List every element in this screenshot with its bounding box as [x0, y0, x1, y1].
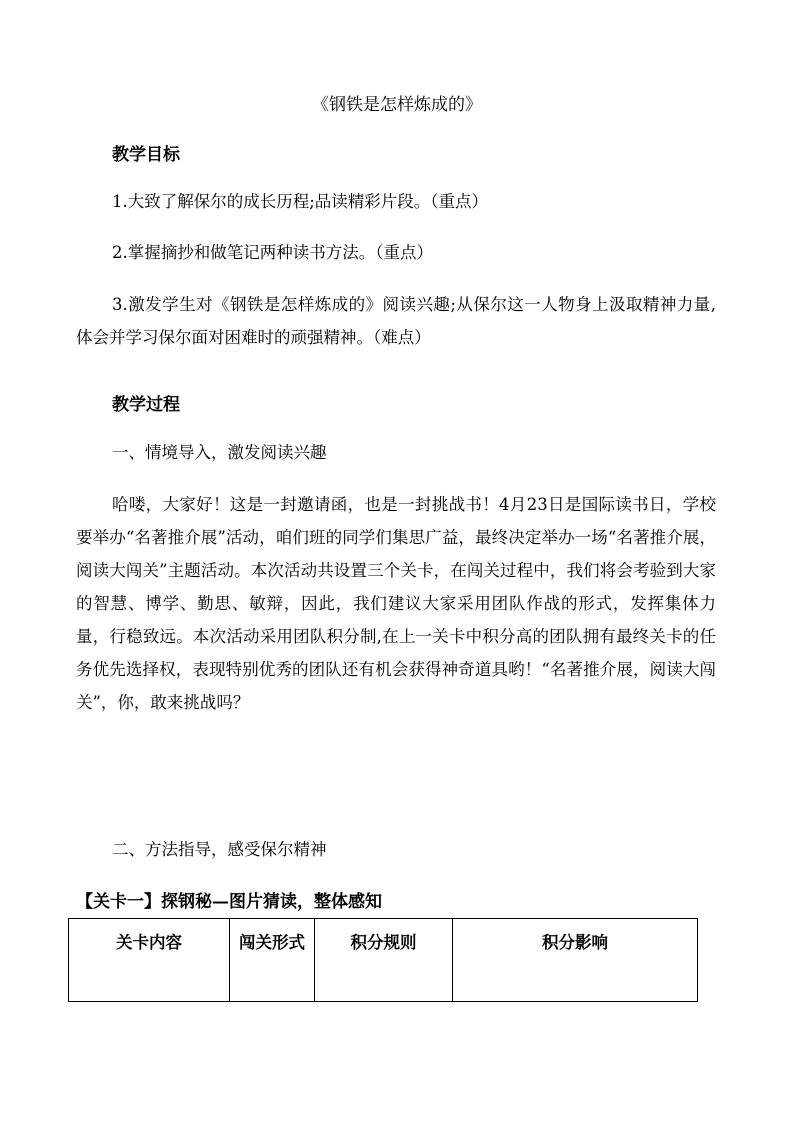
stage1-table: [68, 918, 698, 1002]
table-header-row: [69, 919, 698, 1002]
stage1-heading: 【关卡一】探钢秘—图片猜读，整体感知: [76, 892, 382, 912]
table-header-cell: 积分规则: [315, 919, 453, 1002]
section-heading-goals: 教学目标: [112, 145, 180, 165]
goal-item-3: 3.激发学生对《钢铁是怎样炼成的》阅读兴趣;从保尔这一人物身上汲取精神力量,体会并学习保尔面对困难时的顽强精神。（难点）: [76, 295, 716, 347]
part2-heading: 二、方法指导，感受保尔精神: [112, 840, 327, 859]
part1-heading: 一、情境导入，激发阅读兴趣: [112, 443, 327, 462]
part1-paragraph: 哈喽，大家好！这是一封邀请函，也是一封挑战书！4月23日是国际读书日，学校要举办“名著推介展”活动，咱们班的同学们集思广益，最终决定举办一场“名著推介展，阅读大闯关”主题活动。本次活动共设置三个关卡，在闯关过程中，我们将会考验到大家的智慧、博学、勤思、敏辩，因此，我们建议大家采用团队作战的形式，发挥集体力量，行稳致远。本次活动采用团队积分制,在上一关卡中积分高的团队拥有最终关卡的任务优先选择权，表现特别优秀的团队还有机会获得神奇道具哟！“名著推介展，阅读大闯关”，你，敢来挑战吗？: [76, 495, 716, 712]
goal-item-2: 2.掌握摘抄和做笔记两种读书方法。（重点）: [112, 243, 433, 262]
table-header-cell: 闯关形式: [230, 919, 315, 1002]
table-header-cell: 积分影响: [453, 919, 698, 1002]
table-header-cell: 关卡内容: [69, 919, 230, 1002]
section-heading-process: 教学过程: [112, 395, 180, 415]
goal-item-1: 1.大致了解保尔的成长历程;品读精彩片段。（重点）: [112, 192, 489, 211]
document-title: 《钢铁是怎样炼成的》: [312, 95, 482, 115]
